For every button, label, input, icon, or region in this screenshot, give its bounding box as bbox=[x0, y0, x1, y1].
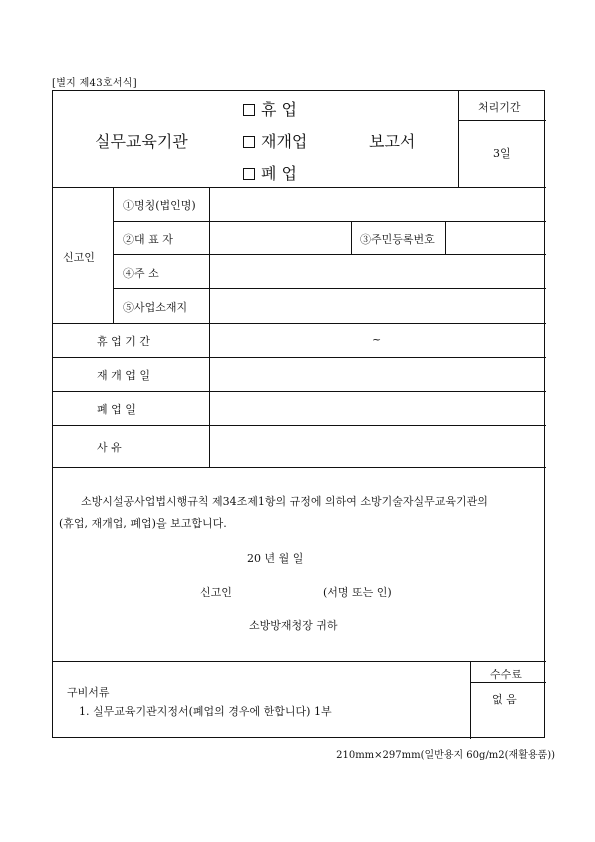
resident-number-label: ③주민등록번호 bbox=[360, 233, 435, 246]
declaration-line2: (휴업, 재개업, 폐업)을 보고합니다. bbox=[59, 517, 227, 530]
processing-value: 3일 bbox=[493, 147, 511, 160]
option-reopen-label: 재개업 bbox=[261, 132, 308, 151]
documents-item-1: 1. 실무교육기관지정서(폐업의 경우에 한합니다) 1부 bbox=[79, 705, 332, 718]
documents-divider bbox=[53, 661, 546, 662]
row-divider bbox=[113, 288, 546, 289]
address-label: ④주 소 bbox=[123, 267, 159, 280]
signer-label: 신고인 bbox=[200, 586, 232, 599]
title-suffix: 보고서 bbox=[369, 132, 416, 151]
documents-label: 구비서류 bbox=[67, 686, 110, 699]
divider-header bbox=[53, 187, 546, 188]
title-subject: 실무교육기관 bbox=[95, 132, 188, 151]
paper-spec: 210mm×297mm(일반용지 60g/m2(재활용품)) bbox=[336, 750, 555, 761]
processing-label: 처리기간 bbox=[478, 101, 521, 114]
reporter-group-label: 신고인 bbox=[63, 251, 95, 264]
option-shutdown bbox=[243, 161, 297, 184]
signature-note: (서명 또는 인) bbox=[323, 586, 392, 599]
row-divider bbox=[53, 425, 546, 426]
header-divider bbox=[458, 91, 459, 187]
report-form bbox=[52, 90, 545, 738]
row-divider bbox=[53, 357, 546, 358]
id-divider-right bbox=[445, 221, 446, 254]
row-divider bbox=[113, 221, 546, 222]
row-divider bbox=[53, 467, 546, 468]
fee-divider-v bbox=[470, 661, 471, 739]
report-date: 20 년 월 일 bbox=[247, 552, 304, 565]
reason-label: 사 유 bbox=[97, 441, 122, 454]
id-divider-left bbox=[351, 221, 352, 254]
representative-label: ②대 표 자 bbox=[123, 233, 173, 246]
checkbox-reopen[interactable] bbox=[243, 136, 255, 148]
row-divider bbox=[113, 254, 546, 255]
fee-value: 없 음 bbox=[492, 693, 517, 706]
processing-divider bbox=[458, 120, 546, 121]
row-divider bbox=[53, 391, 546, 392]
option-closure bbox=[243, 97, 297, 120]
reopen-date-label: 재 개 업 일 bbox=[97, 369, 150, 382]
row-divider bbox=[53, 323, 546, 324]
fee-divider-h bbox=[470, 682, 546, 683]
option-reopen bbox=[243, 129, 307, 152]
name-label: ①명칭(법인명) bbox=[123, 199, 196, 212]
recipient: 소방방재청장 귀하 bbox=[249, 619, 338, 632]
checkbox-shutdown[interactable] bbox=[243, 168, 255, 180]
business-location-label: ⑤사업소재지 bbox=[123, 301, 188, 314]
closure-period-separator: ~ bbox=[372, 333, 382, 346]
fee-label: 수수료 bbox=[490, 668, 522, 681]
checkbox-closure[interactable] bbox=[243, 104, 255, 116]
reporter-divider-v bbox=[113, 187, 114, 323]
option-closure-label: 휴 업 bbox=[261, 100, 297, 119]
declaration-line1: 소방시설공사업법시행규칙 제34조제1항의 규정에 의하여 소방기술자실무교육기관의 bbox=[81, 495, 488, 508]
shutdown-date-label: 폐 업 일 bbox=[97, 403, 136, 416]
option-shutdown-label: 폐 업 bbox=[261, 164, 297, 183]
form-code: [별지 제43호서식] bbox=[52, 78, 137, 89]
closure-period-label: 휴 업 기 간 bbox=[97, 335, 150, 348]
